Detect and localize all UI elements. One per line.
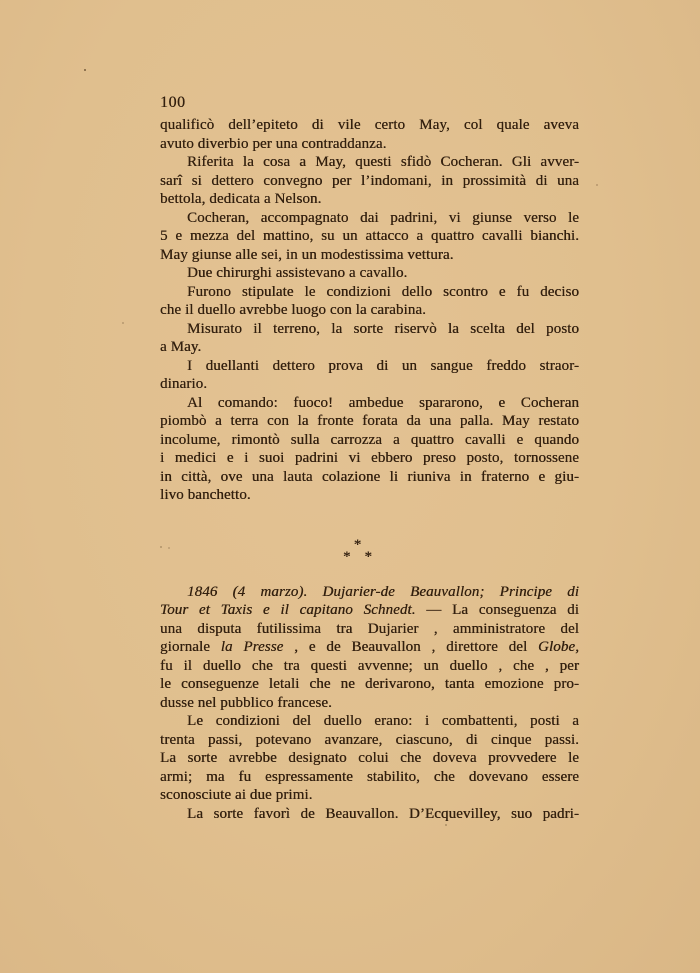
text-line	[160, 805, 579, 824]
text-segment: che il duello avrebbe luogo con la carabina.	[160, 302, 426, 318]
text-line	[160, 675, 579, 694]
text-line	[160, 338, 579, 357]
text-segment: le conseguenze letali che ne derivarono, tanta emozione pro-	[160, 676, 579, 692]
italic-text-segment: la Presse	[220, 639, 284, 655]
text-segment: Le condizioni del duello erano: i combattenti, posti a	[187, 713, 579, 729]
paragraph	[160, 153, 579, 209]
text-line	[160, 172, 579, 191]
text-segment: Due chirurghi assistevano a cavallo.	[187, 265, 408, 281]
text-line	[160, 320, 579, 339]
text-segment: Cocheran, accompagnato dai padrini, vi giunse verso le	[187, 209, 579, 226]
text-segment: bettola, dedicata a Nelson.	[160, 191, 322, 207]
text-line	[160, 731, 579, 750]
text-line	[160, 153, 579, 172]
italic-text-segment: 1846 (4 marzo). Dujarier-de Beauvallon; Principe di	[187, 583, 579, 600]
paragraph	[160, 357, 579, 394]
paragraph	[160, 116, 579, 153]
text-segment: May giunse alle sei, in un modestissima vettura.	[160, 246, 454, 263]
text-segment: 5 e mezza del mattino, su un attacco a quattro cavalli bianchi.	[160, 228, 579, 244]
text-line	[160, 638, 579, 657]
text-line	[160, 190, 579, 209]
text-line	[160, 246, 579, 265]
text-line	[160, 412, 579, 431]
scan-speck	[168, 547, 170, 549]
text-line	[160, 486, 579, 505]
paragraph	[160, 712, 579, 805]
text-line	[160, 357, 579, 376]
paragraph	[160, 264, 579, 283]
text-segment: sconosciute ai due primi.	[160, 787, 313, 803]
text-segment: Misurato il terreno, la sorte riservò la scelta del posto	[187, 320, 579, 337]
asterism-bottom: * *	[342, 548, 373, 565]
text-segment: Riferita la cosa a May, questi sfidò Cocheran. Gli avver-	[187, 154, 579, 170]
paragraph	[160, 394, 579, 505]
text-segment: , e de Beauvallon , direttore del	[283, 639, 538, 655]
text-segment: dinario.	[160, 376, 208, 392]
text-segment: livo banchetto.	[160, 487, 251, 503]
text-segment: a May.	[160, 339, 202, 355]
scan-speck	[84, 69, 86, 71]
text-line	[160, 786, 579, 805]
paragraph	[160, 583, 579, 713]
text-segment: trenta passi, potevano avanzare, ciascuno, di cinque passi.	[160, 731, 579, 748]
text-line	[160, 468, 579, 487]
text-line	[160, 394, 579, 413]
asterism-top: *	[353, 536, 362, 553]
paragraph	[160, 320, 579, 357]
text-line	[160, 264, 579, 283]
asterism-separator	[160, 536, 579, 565]
text-line	[160, 116, 579, 135]
text-line	[160, 749, 579, 768]
text-segment: La sorte favorì de Beauvallon. D’Ecquevilley, suo padri-	[187, 805, 579, 822]
italic-text-segment: Globe,	[537, 639, 579, 655]
text-segment: piombò a terra con la fronte forata da una palla. May restato	[160, 413, 579, 429]
paragraph	[160, 209, 579, 265]
scan-speck	[445, 824, 447, 826]
scan-speck	[160, 546, 162, 548]
text-line	[160, 283, 579, 302]
text-segment: La sorte avrebbe designato colui che doveva provvedere le	[160, 750, 579, 766]
text-segment: i medici e i suoi padrini vi ebbero preso posto, tornossene	[160, 450, 579, 466]
paragraph	[160, 805, 579, 824]
text-line	[160, 375, 579, 394]
text-line	[160, 768, 579, 787]
text-line	[160, 620, 579, 639]
text-segment: una disputa futilissima tra Dujarier , amministratore del	[160, 620, 579, 637]
text-line	[160, 227, 579, 246]
text-segment: Furono stipulate le condizioni dello scontro e fu deciso	[187, 283, 579, 300]
text-segment: Al comando: fuoco! ambedue spararono, e Cocheran	[187, 394, 579, 411]
scan-speck	[122, 322, 124, 324]
text-segment: in città, ove una lauta colazione li riuniva in fraterno e giu-	[160, 468, 579, 485]
text-segment: sarî si dettero convegno per l’indomani, in prossimità di una	[160, 172, 579, 189]
text-line	[160, 301, 579, 320]
text-line	[160, 449, 579, 468]
text-segment: dusse nel pubblico francese.	[160, 694, 332, 711]
text-line	[160, 209, 579, 228]
text-segment: fu il duello che tra questi avvenne; un duello , che , per	[160, 657, 579, 674]
text-segment: qualificò dell’epiteto di vile certo May, col quale aveva	[160, 117, 579, 133]
text-segment: — La conseguenza di	[415, 602, 579, 618]
text-line	[160, 657, 579, 676]
text-line	[160, 431, 579, 450]
page-body	[160, 116, 579, 823]
text-line	[160, 135, 579, 154]
text-line	[160, 694, 579, 713]
text-segment: giornale	[160, 639, 221, 655]
text-line	[160, 601, 579, 620]
scan-speck	[596, 184, 598, 186]
paragraph	[160, 283, 579, 320]
text-line	[160, 583, 579, 602]
text-segment: avuto diverbio per una contraddanza.	[160, 135, 387, 152]
text-segment: I duellanti dettero prova di un sangue freddo straor-	[187, 357, 579, 374]
page-number: 100	[160, 94, 186, 111]
text-segment: incolume, rimontò sulla carrozza a quattro cavalli e quando	[160, 431, 579, 448]
italic-text-segment: Tour et Taxis e il capitano Schnedt.	[160, 602, 416, 618]
text-segment: armi; ma fu espressamente stabilito, che dovevano essere	[160, 768, 579, 785]
text-line	[160, 712, 579, 731]
